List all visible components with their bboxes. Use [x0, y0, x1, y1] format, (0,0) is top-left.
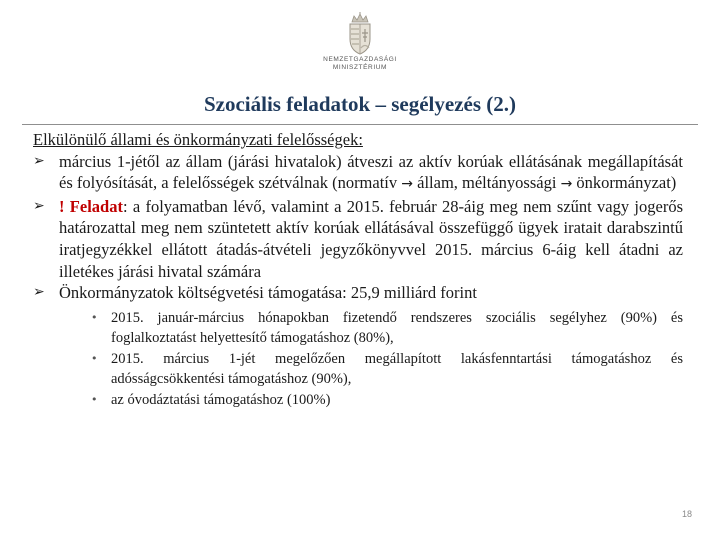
- arrow-bullet-icon: ➢: [33, 284, 45, 301]
- section-heading: Elkülönülő állami és önkormányzati felelősségek:: [33, 130, 363, 149]
- dot-bullet-icon: •: [91, 310, 98, 324]
- page-number: 18: [681, 509, 692, 519]
- sub-bullet-text: 2015. március 1-jét megelőzően megállapított lakásfenntartási támogatáshoz és adósságcsökkentési támogatáshoz (90%),: [111, 350, 683, 388]
- sub-bullet-text: 2015. január-március hónapokban fizetendő rendszeres szociális segélyhez (90%) és foglalkoztatást helyettesítő támogatáshoz (80%),: [111, 309, 683, 347]
- sub-bullet-item: [91, 349, 683, 390]
- dot-bullet-icon: •: [91, 351, 98, 365]
- arrow-bullet-icon: ➢: [33, 197, 45, 214]
- coat-of-arms-icon: [345, 12, 375, 56]
- bullet-list: [33, 151, 683, 304]
- bullet-text: Önkormányzatok költségvetési támogatása: 25,9 milliárd forint: [59, 283, 477, 303]
- logo-text-line2: MINISZTÉRIUM: [332, 64, 388, 71]
- task-highlight: ! Feladat: [59, 196, 123, 216]
- title-divider: [22, 124, 698, 125]
- ministry-logo: [316, 12, 404, 82]
- sub-bullet-text: az óvodáztatási támogatáshoz (100%): [111, 391, 331, 408]
- right-arrow-icon: →: [560, 176, 573, 193]
- sub-bullet-item: [91, 308, 683, 349]
- bullet-text: március 1-jétől az állam (járási hivatalok) átveszi az aktív korúak ellátásának megállapítását és folyósítását, a felelősségek szétválnak (normatív: [59, 151, 683, 193]
- slide-content: [33, 129, 683, 410]
- sub-bullet-list: [33, 308, 683, 411]
- slide-title: Szociális feladatok – segélyezés (2.): [203, 92, 517, 116]
- arrow-bullet-icon: ➢: [33, 152, 45, 169]
- bullet-text: állam, méltányossági: [413, 173, 561, 193]
- bullet-text: : a folyamatban lévő, valamint a 2015. február 28-áig meg nem szűnt vagy jogerős határozattal meg nem szüntetett aktív korúak ellátásával összefüggő ügyek iratait darabszintű iratjegyzékkel ellátott átadás-átvételi jegyzőkönyvvel 2015. március 6-áig kell átadni az illetékes járási hivatal számára: [59, 196, 683, 281]
- dot-bullet-icon: •: [91, 392, 98, 406]
- bullet-item: [33, 151, 683, 196]
- bullet-item: [33, 196, 683, 282]
- logo-text-line1: NEMZETGAZDASÁGI: [323, 56, 397, 63]
- right-arrow-icon: →: [401, 176, 413, 193]
- bullet-text: önkormányzat): [572, 173, 677, 193]
- bullet-item: [33, 282, 683, 304]
- sub-bullet-item: [91, 390, 683, 411]
